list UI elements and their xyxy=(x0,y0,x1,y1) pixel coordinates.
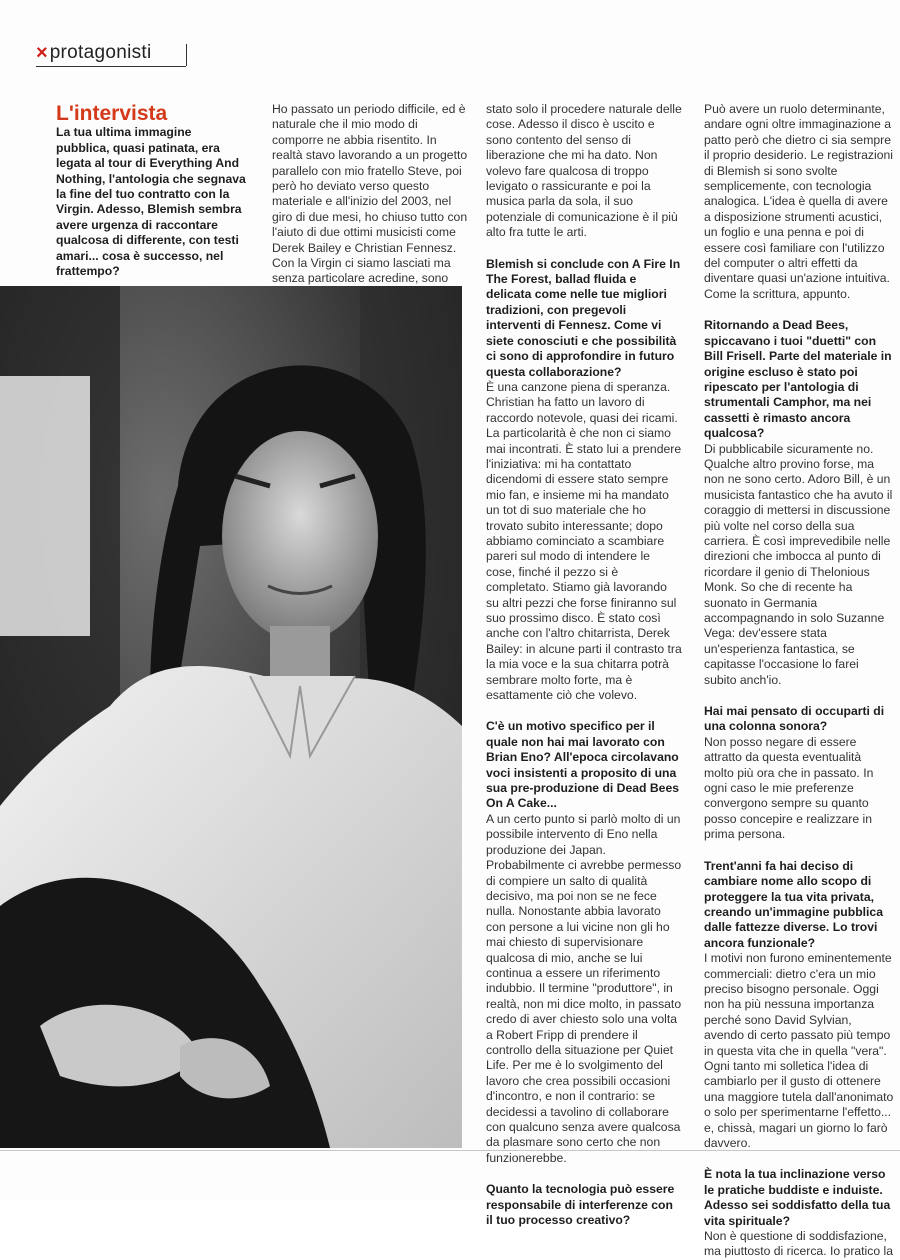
page-bottom-rule xyxy=(0,1150,900,1151)
answer-7: I motivi non furono eminentemente commerciali: dietro c'era un mio preciso bisogno personale. Oggi non ha più nessuna importanza perché sono David Sylvian, avendo di certo passato più tempo in questa vita che in quella "vera". Ogni tanto mi solletica l'idea di cambiarlo per il gusto di ottenere una maggiore tutela dall'anonimato o solo per sperimentarne l'effetto... e, chissà, magari un giorno lo farò davvero. xyxy=(704,951,894,1150)
portrait-photo xyxy=(0,286,462,1148)
column-2 xyxy=(272,102,468,302)
x-mark-icon: × xyxy=(36,42,48,64)
question-4: Quanto la tecnologia può essere responsabile di interferenze con il tuo processo creativo? xyxy=(486,1182,675,1228)
answer-1-continued: stato solo il procedere naturale delle cose. Adesso il disco è uscito e sono contento del senso di liberazione che mi ha dato. Non volevo fare qualcosa di troppo levigato o rassicurante e poi la musica parla da sola, il suo potenziale di comunicazione è il più alto fra tutte le arti. xyxy=(486,102,682,240)
answer-2: È una canzone piena di speranza. Christian ha fatto un lavoro di raccordo notevole, quasi dei ricami. La particolarità è che non ci siamo mai incontrati. È stato lui a prendere l'iniziativa: mi ha contattato dicendomi di essere stato sempre mio fan, e insieme mi ha mandato un tot di suo materiale che ho trovato subito interessante; dopo abbiamo cominciato a scambiare pareri sul modo di intendere le cose, finché il pezzo si è completato. Stiamo già lavorando su altri pezzi che forse finiranno sul suo prossimo disco. È stato così anche con l'altro chitarrista, Derek Bailey: in alcune parti il contrasto tra la mia voce e la sua chitarra potrà sembrare molto forte, ma è esattamente ciò che volevo. xyxy=(486,379,682,703)
question-8: È nota la tua inclinazione verso le pratiche buddiste e induiste. Adesso sei soddisfatto della tua vita spirituale? xyxy=(704,1167,891,1228)
answer-1: Ho passato un periodo difficile, ed è naturale che il mio modo di comporre ne abbia risentito. In realtà stavo lavorando a un progetto parallelo con mio fratello Steve, poi però ho deviato verso questo materiale e all'inizio del 2003, nel giro di due mesi, ho chiuso tutto con l'aiuto di due ottimi musicisti come Derek Bailey e Christian Fennesz. Con la Virgin ci siamo lasciati ma senza particolare acredine, sono xyxy=(272,102,468,286)
section-header xyxy=(36,42,152,64)
header-rule xyxy=(36,66,186,67)
question-7: Trent'anni fa hai deciso di cambiare nome allo scopo di proteggere la tua vita privata, creando un'immagine pubblica dalle fattezze diverse. Lo trovi ancora funzionale? xyxy=(704,858,883,950)
question-2: Blemish si conclude con A Fire In The Forest, ballad fluida e delicata come nelle tue migliori tradizioni, con pregevoli interventi di Fennesz. Come vi siete conosciuti e che possibilità ci sono di approfondire in futuro questa collaborazione? xyxy=(486,256,681,379)
answer-3: A un certo punto si parlò molto di un possibile intervento di Eno nella produzione dei Japan. Probabilmente ci avrebbe permesso di compiere un salto di qualità decisivo, ma poi non se ne fece nulla. Nonostante abbia lavorato con persone a lui vicine non gli ho mai chiesto di supervisionare qualcosa di mio, anche se lui continua a essere un riferimento indubbio. Il termine "produttore", in realtà, non mi dice molto, in passato credo di aver chiesto solo una volta a Robert Fripp di prendere il controllo della situazione per Quiet Life. Per me è lo svolgimento del lavoro che crea possibili occasioni d'incontro, e non il contrario: se decidessi a tavolino di collaborare con qualcuno senza avere qualcosa da plasmare sono certo che non funzionerebbe. xyxy=(486,811,682,1165)
column-4 xyxy=(704,102,894,1260)
header-rule-end xyxy=(186,44,187,66)
column-3 xyxy=(486,102,682,1228)
question-5: Ritornando a Dead Bees, spiccavano i tuoi "duetti" con Bill Frisell. Parte del materiale in origine escluso è stato poi ripescato per l'antologia di strumentali Camphor, ma nei cassetti è rimasto ancora qualcosa? xyxy=(704,318,892,441)
question-3: C'è un motivo specifico per il quale non hai mai lavorato con Brian Eno? All'epoca circolavano voci insistenti a proposito di una sua pre-produzione di Dead Bees On A Cake... xyxy=(486,719,680,811)
answer-5: Di pubblicabile sicuramente no. Qualche altro provino forse, ma non ne sono certo. Adoro Bill, è un musicista fantastico che ha avuto il coraggio di mettersi in discussione più volte nel corso della sua carriera. È così imprevedibile nelle direzioni che imbocca al punto di ricordare il genio di Thelonious Monk. So che di recente ha suonato in Germania accompagnando in solo Suzanne Vega: dev'essere stata un'esperienza fantastica, se capitasse l'occasione lo farei subito anch'io. xyxy=(704,441,893,687)
intro-question: La tua ultima immagine pubblica, quasi patinata, era legata al tour di Everything And Nothing, l'antologia che segnava la fine del tuo contratto con la Virgin. Adesso, Blemish sembra avere urgenza di raccontare qualcosa di differente, con testi amari... cosa è successo, nel frattempo? xyxy=(56,125,246,279)
section-label: protagonisti xyxy=(49,42,152,63)
answer-4: Può avere un ruolo determinante, andare ogni oltre immaginazione a patto però che dietro ci sia sempre il proprio desiderio. Le registrazioni di Blemish si sono svolte semplicemente, con tecnologia analogica. L'idea è quella di avere a disposizione strumenti acustici, un foglio e una penna e poi di essere così familiare con l'utilizzo del computer o altri effetti da diventare quasi un'azione intuitiva. Come la scrittura, appunto. xyxy=(704,102,894,301)
answer-8: Non è questione di soddisfazione, ma piuttosto di ricerca. Io pratico la xyxy=(704,1229,893,1259)
answer-6: Non posso negare di essere attratto da questa eventualità molto più ora che in passato. In ogni caso le mie preferenze convergono sempre su quanto posso concepire e realizzare in prima persona. xyxy=(704,734,874,842)
question-6: Hai mai pensato di occuparti di una colonna sonora? xyxy=(704,704,885,734)
column-1 xyxy=(56,102,246,279)
portrait-photo-icon xyxy=(0,286,462,1148)
article-title: L'intervista xyxy=(56,102,168,125)
